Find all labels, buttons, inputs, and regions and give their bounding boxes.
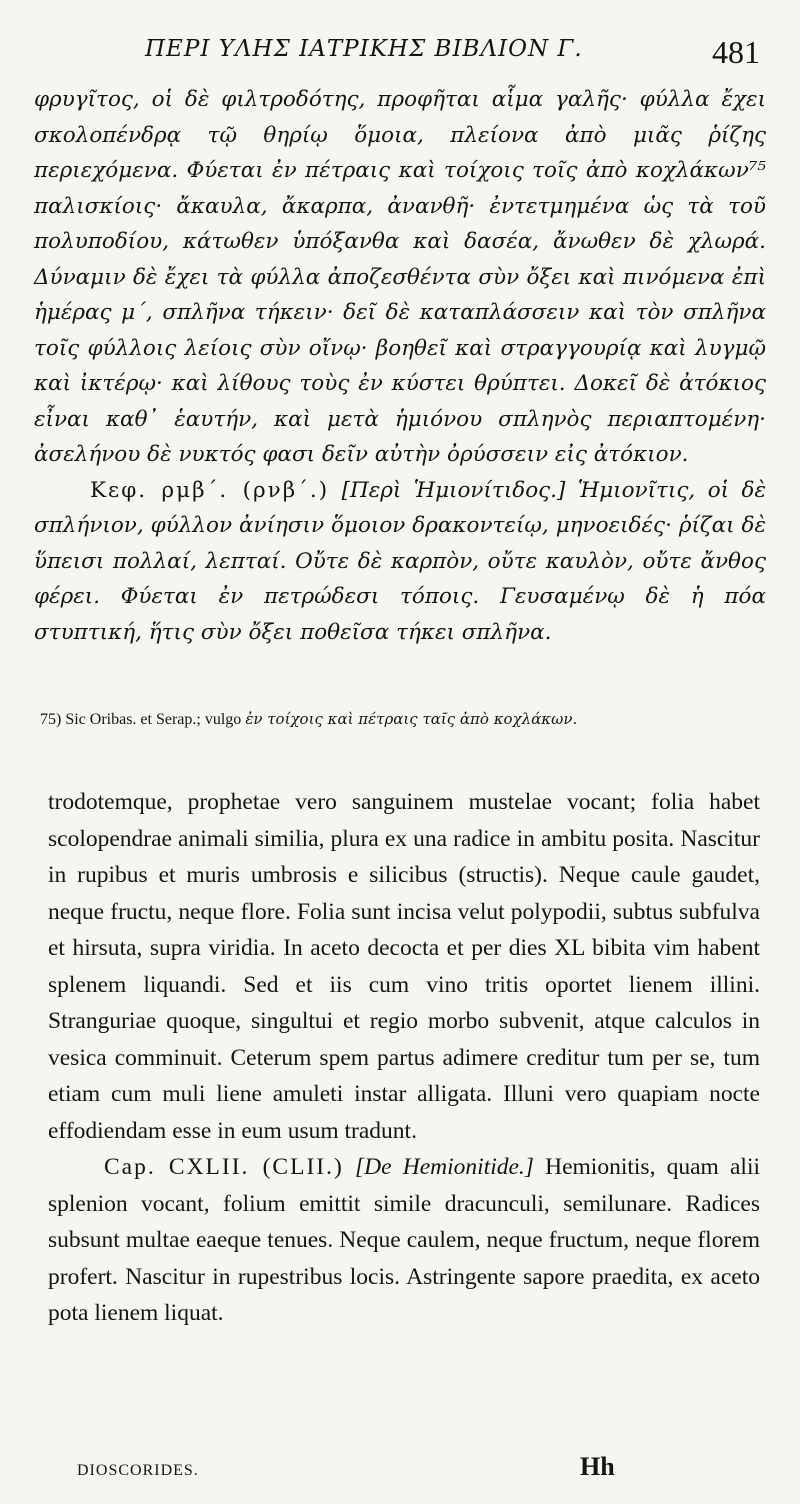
greek-chapter-text: Ἡμιονῖτις, οἱ δὲ σπλήνιον, φύλλον ἀνίησιν ὅμοιον δρακοντείῳ, μηνοειδές· ῥίζαι δὲ ὕπεισι πολλαί, λεπταί. Οὔτε δὲ καρπὸν, οὔτε καυλὸν, οὔτε ἄνθος φέρει. Φύεται ἐν πετρώδεσι τόποις. Γευσαμένῳ δὲ ἡ πόα στυπτική, ἥτις σὺν ὄξει ποθεῖσα τήκει σπλῆνα. — [34, 477, 767, 645]
page-header — [60, 34, 760, 84]
greek-paragraph: φρυγῖτος, οἱ δὲ φιλτροδότης, προφῆται αἷμα γαλῆς· φύλλα ἔχει σκολοπένδρᾳ τῷ θηρίῳ ὅμοια, πλείονα ἀπὸ μιᾶς ῥίζης περιεχόμενα. Φύεται ἐν πέτραις καὶ τοίχοις τοῖς ἀπὸ κοχλάκων⁷⁵ παλισκίοις· ἄκαυλα, ἄκαρπα, ἀνανθῆ· ἐντετμημένα ὡς τὰ τοῦ πολυποδίου, κάτωθεν ὑπόξανθα καὶ δασέα, ἄνωθεν δὲ χλωρά. Δύναμιν δὲ ἔχει τὰ φύλλα ἀποζεσθέντα σὺν ὄξει καὶ πινόμενα ἐπὶ ἡμέρας μ΄, σπλῆνα τήκειν· δεῖ δὲ καταπλάσσειν καὶ τὸν σπλῆνα τοῖς φύλλοις λείοις σὺν οἴνῳ· βοηθεῖ καὶ στραγγουρίᾳ καὶ λυγμῷ καὶ ἰκτέρῳ· καὶ λίθους τοὺς ἐν κύστει θρύπτει. Δοκεῖ δὲ ἀτόκιος εἶναι καθ᾽ ἑαυτήν, καὶ μετὰ ἡμιόνου σπληνὸς περιαπτομένη· ἀσελήνου δὲ νυκτός φασι δεῖν αὐτὴν ὀρύσσειν εἰς ἀτόκιον. — [34, 87, 766, 467]
footnote-label: 75) Sic Oribas. et Serap.; — [40, 711, 201, 728]
footnote — [40, 707, 766, 732]
gathering-signature-mark: Hh — [580, 1452, 615, 1481]
page-footer — [50, 1452, 750, 1492]
latin-chapter-text: Hemionitis, quam alii splenion vocant, folium emittit simile dracunculi, semilunare. Radices subsunt multae eaeque tenues. Neque caulem, neque fructum, neque florem profert. Nascitur in rupestribus locis. Astringente sapore praedita, ex aceto pota lienem liquat. — [48, 1154, 761, 1326]
greek-text-block — [34, 82, 766, 650]
greek-chapter-paragraph — [34, 473, 766, 651]
page-number: 481 — [712, 34, 760, 70]
greek-chapter-number: Κεφ. ρμβ΄. (ρνβ΄.) — [90, 477, 330, 503]
latin-chapter-paragraph — [48, 1149, 760, 1332]
footnote-vulgo: vulgo — [204, 711, 242, 728]
latin-chapter-number: Cap. CXLII. (CLII.) — [104, 1154, 344, 1180]
footnote-greek-text: ἐν τοίχοις καὶ πέτραις ταῖς ἀπὸ κοχλάκων. — [245, 710, 578, 728]
printer-signature: DIOSCORIDES. — [77, 1462, 199, 1479]
running-head: ΠΕΡΙ ΥΛΗΣ ΙΑΤΡΙΚΗΣ ΒΙΒΛΙΟΝ Γ. — [145, 36, 583, 62]
latin-chapter-title: [De Hemionitide.] — [355, 1154, 534, 1180]
greek-chapter-title: [Περὶ Ἡμιονίτιδος.] — [341, 477, 566, 503]
latin-text-block — [48, 784, 760, 1332]
latin-paragraph: trodotemque, prophetae vero sanguinem mustelae vocant; folia habet scolopendrae animali similia, plura ex una radice in ambitu posita. Nascitur in rupibus et muris umbrosis e silicibus (structis). Neque caule gaudet, neque fructu, neque flore. Folia sunt incisa velut polypodii, subtus subfulva et hirsuta, supra viridia. In aceto decocta et per dies XL bibita vim habent splenem liquandi. Sed et iis cum vino tritis oportet lienem illini. Stranguriae quoque, singultui et regio morbo subvenit, atque calculos in vesica comminuit. Ceterum spem partus adimere creditur tum per se, tum etiam cum muli liene amuleti instar alligata. Illuni vero quapiam nocte effodiendam esse in eum usum tradunt. — [48, 789, 760, 1144]
